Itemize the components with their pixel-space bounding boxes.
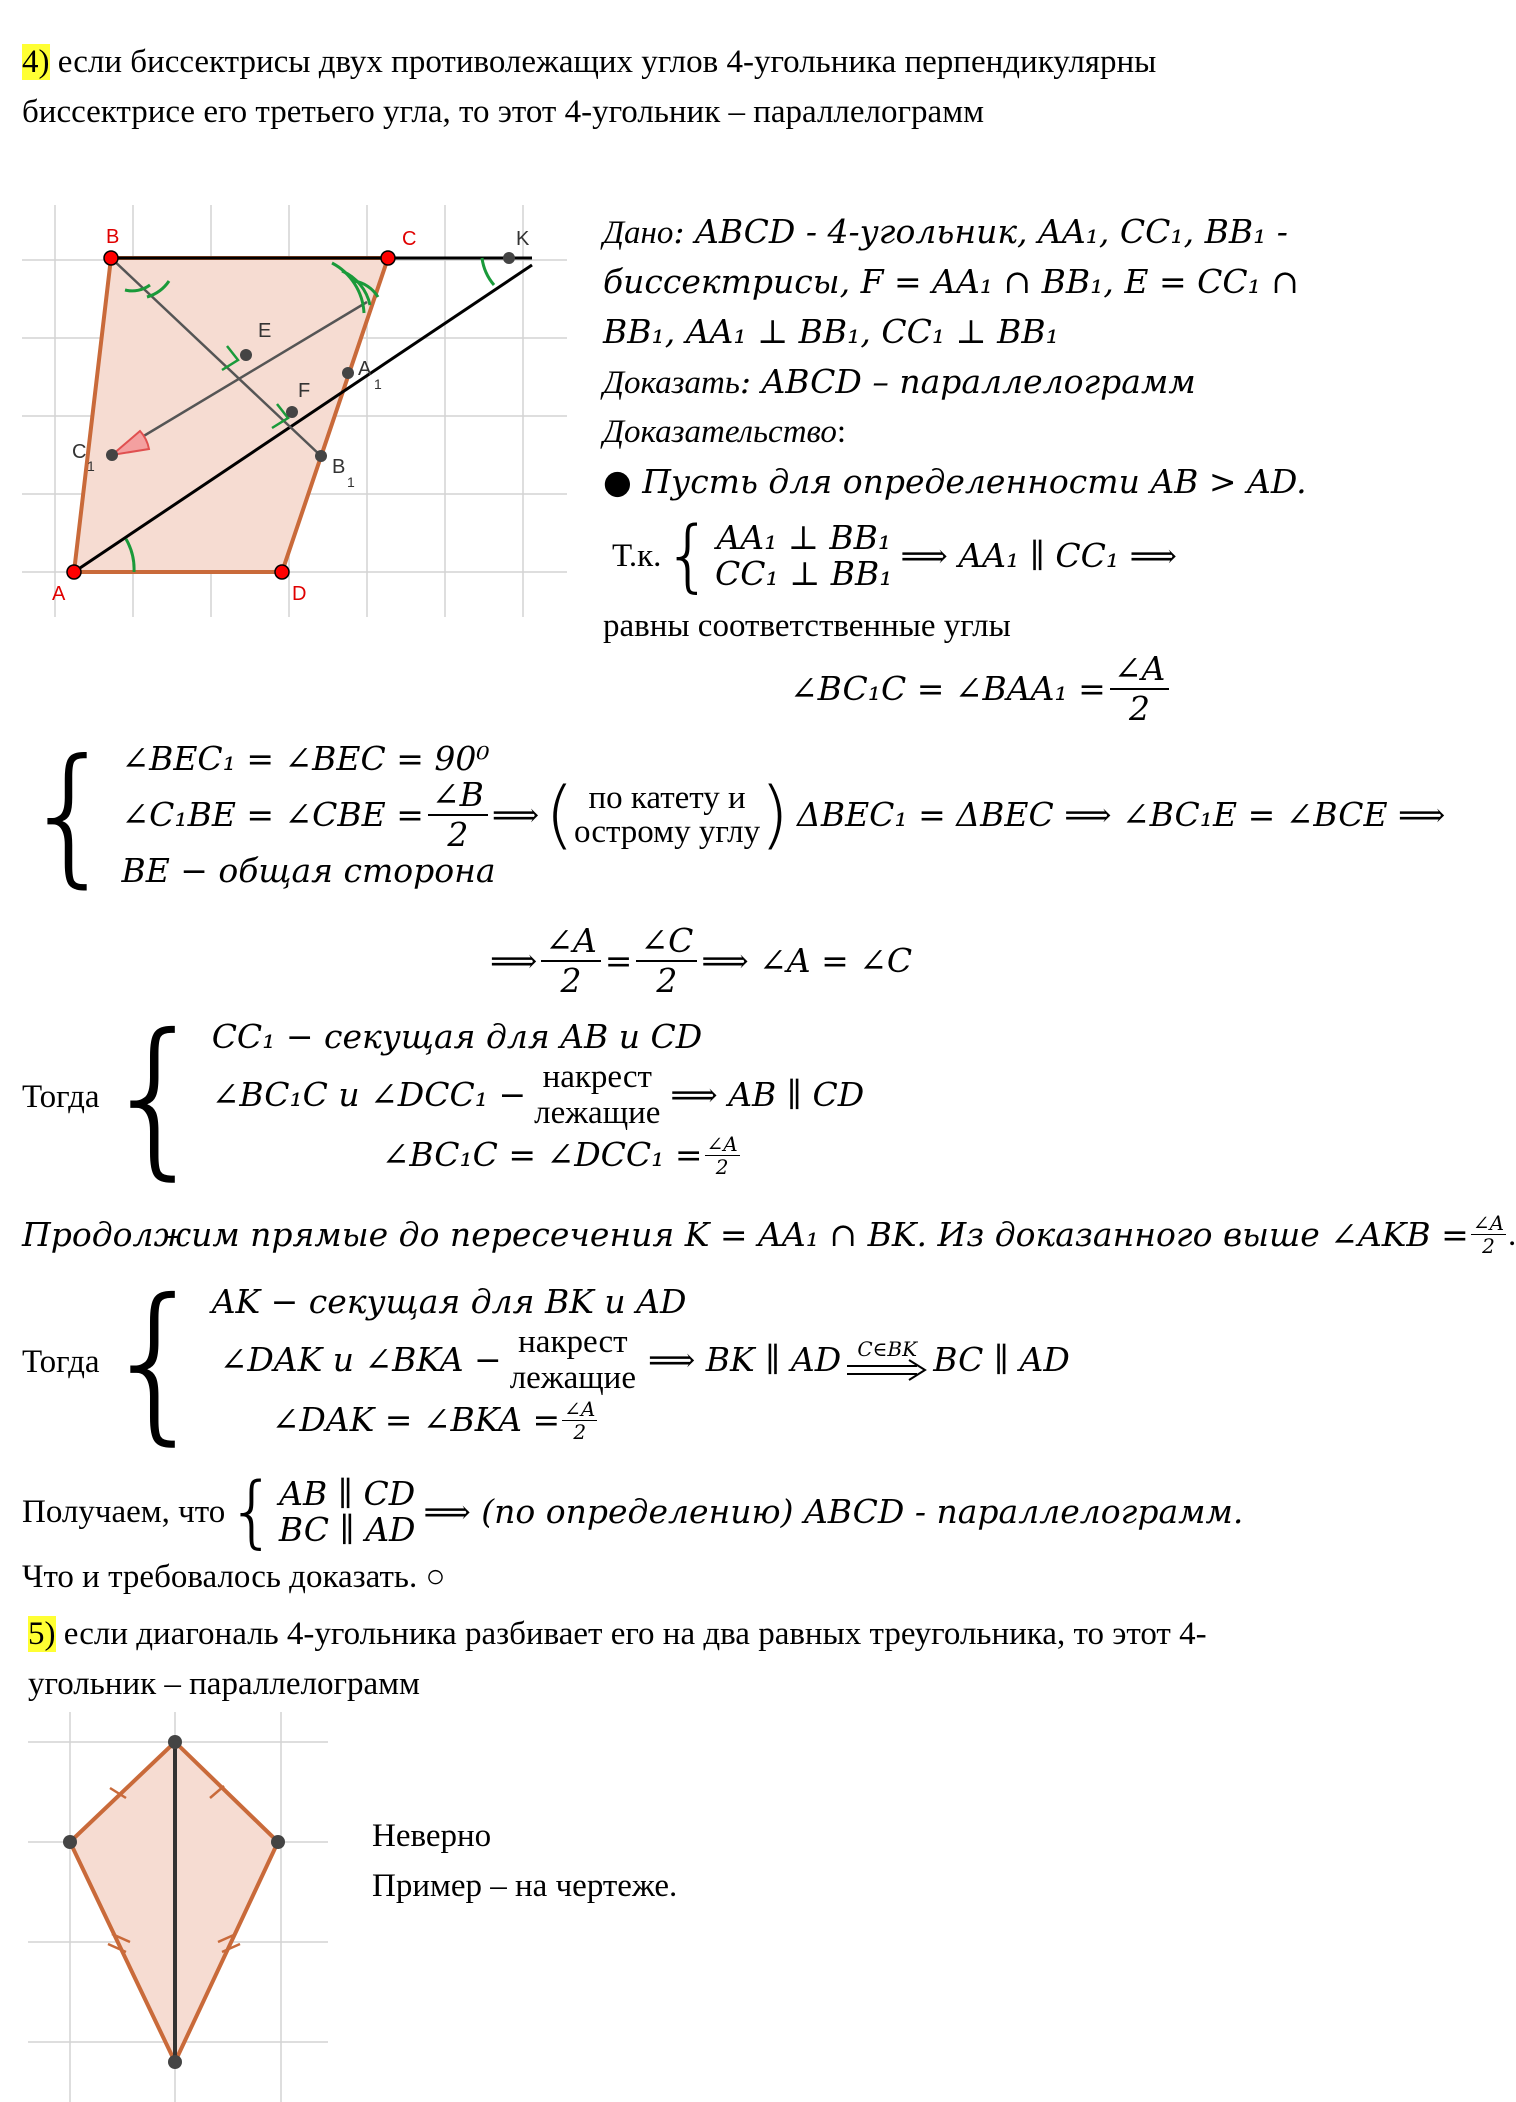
label-a: A [52,583,66,605]
item5-line1-text: если диагональ 4-угольника разбивает его на два равных треугольника, то этот 4- [63,1616,1207,1652]
conclusion-arrow: ⟹ [490,941,538,980]
system2-rows [121,739,1445,891]
system2-row2-left: ∠C₁BE = ∠CBE = [121,795,424,834]
paren-top: по катету и [588,780,746,816]
system4-row2 [220,1322,1070,1398]
equals-sign: = [604,941,633,980]
system3-row1: CC₁ − секущая для AB и CD [211,1016,703,1056]
system2-row2 [121,772,1446,858]
fraction-denominator: 2 [1482,1234,1495,1258]
item4-number: 4) [22,44,50,80]
system4-fraction [562,1398,597,1443]
item4-line1-text: если биссектрисы двух противолежащих углов 4-угольника перпендикулярны [57,44,1157,80]
label-k: K [516,228,530,250]
poluchaem: Получаем, что [22,1494,226,1530]
system1-row-b: CC₁ ⊥ BB₁ [715,554,893,593]
paren-right: ) [760,772,790,858]
label-c1-sub: 1 [87,458,95,474]
fraction-numerator: ∠A [706,1131,738,1156]
system3 [22,998,865,1196]
system1-row-a: AA₁ ⊥ BB₁ [716,518,892,557]
angle-equation-lhs: ∠BC₁C = ∠BAA₁ = [790,669,1106,708]
item5-number: 5) [28,1616,56,1652]
point-a1 [342,367,354,379]
kite-vertex-left [63,1835,77,1849]
point-e [240,349,252,361]
continue-fraction [1471,1212,1506,1257]
kite-figure [28,1712,328,2102]
item4-heading-line1 [22,42,1156,82]
point-b [104,251,118,265]
final-rows [279,1476,416,1548]
fraction-denominator: 2 [573,1419,587,1444]
nakrest: накрест [518,1323,628,1360]
prove-label: Доказать [603,365,740,401]
togda-label: Тогда [22,1079,100,1115]
given-line2: биссектрисы, F = AA₁ ∩ BB₁, E = CC₁ ∩ [603,262,1299,301]
system4-row1: AK − секущая для BK и AD [211,1281,687,1321]
system1-rows [715,520,892,592]
fraction-denominator: 2 [656,961,678,1000]
system4-row3-text: ∠DAK = ∠BKA = [271,1400,561,1439]
prove-line [603,362,1196,403]
system4-result-b: BC ∥ AD [933,1339,1070,1379]
final-row-a: AB ∥ CD [279,1474,416,1513]
paren-content [574,781,760,849]
system2-row3: BE − общая сторона [121,851,496,890]
label-b1-sub: 1 [347,474,355,490]
system3-row2-text: ∠BC₁C и ∠DCC₁ − [211,1074,527,1114]
system4-row3 [272,1398,1070,1443]
item5-heading-line2: угольник – параллелограмм [28,1666,420,1702]
proof-heading [603,412,846,452]
continue-dot: . [1508,1216,1516,1253]
nakrest-stack [534,1059,660,1131]
point-b1 [315,450,327,462]
nakrest: накрест [542,1058,652,1095]
lezhaschie: лежащие [534,1094,661,1131]
label-b1: B [332,456,346,478]
angle-equation [790,650,1173,728]
system3-rows [212,1017,865,1178]
conclusion-angles [490,922,912,1000]
long-implies-arrow-icon [847,1359,927,1381]
system4-result-a: ⟹ BK ∥ AD [647,1339,842,1379]
brace-final: { [227,1467,277,1557]
given-line3: BB₁, AA₁ ⊥ BB₁, CC₁ ⊥ BB₁ [603,312,1059,351]
point-a [67,565,81,579]
kite-vertex-bottom [168,2055,182,2069]
proof-colon: : [836,414,847,450]
brace-system4: { [101,1263,210,1461]
system2-row1: ∠BEC₁ = ∠BEC = 90⁰ [121,739,490,778]
fraction-c [636,922,697,1000]
point-d [275,565,289,579]
label-e: E [258,320,272,342]
final-result: ⟹ (по определению) ABCD - параллелограмм. [423,1492,1244,1531]
system2-row2-result: ΔBEC₁ = ΔBEC ⟹ ∠BC₁E = ∠BCE ⟹ [797,795,1446,834]
item4-heading-line2: биссектрисе его третьего угла, то этот 4-угольник – параллелограмм [22,94,984,130]
angle-equation-fraction [1110,650,1169,728]
point-c1 [106,449,118,461]
qed-line: Что и требовалось доказать. ○ [22,1559,446,1595]
fraction-numerator: ∠A [1110,650,1169,690]
fraction-numerator: ∠B [428,776,488,816]
nakrest-stack [510,1324,636,1396]
label-b: B [106,226,120,248]
brace-system2: { [22,728,118,902]
dano-label: Дано [603,215,674,251]
conclusion-result: ⟹ ∠A = ∠C [701,941,913,980]
label-c1: C [72,441,87,463]
fraction-denominator: 2 [715,1154,729,1179]
system3-fraction [705,1133,740,1178]
system3-row3 [382,1133,865,1178]
label-a1: A [358,358,372,380]
assumption-line: ● Пусть для определенности AB > AD. [603,462,1307,501]
togda-label: Тогда [22,1344,100,1380]
system3-row2 [212,1057,865,1133]
system3-row3-text: ∠BC₁C = ∠DCC₁ = [381,1135,703,1174]
equal-angles-text: равны соответственные углы [603,608,1011,644]
implies-with-condition [847,1336,927,1381]
final-row-b: BC ∥ AD [278,1510,416,1549]
kite-vertex-right [271,1835,285,1849]
system1-result: ⟹ AA₁ ∥ CC₁ ⟹ [900,536,1177,575]
quadrilateral-abcd [74,258,388,572]
fraction-numerator: ∠A [564,1396,596,1421]
lezhaschie: лежащие [509,1359,636,1396]
prove-text: : ABCD – параллелограмм [739,362,1196,401]
brace-system3: { [101,998,210,1196]
fraction-numerator: ∠C [636,922,697,962]
fraction-numerator: ∠A [1472,1211,1505,1235]
fraction-denominator: 2 [1129,689,1151,728]
kite-vertex-top [168,1735,182,1749]
continue-line [22,1212,1516,1257]
label-f: F [298,380,311,402]
system4 [22,1263,1070,1461]
final-system [22,1467,1244,1557]
given-line1 [603,212,1288,253]
point-c [381,251,395,265]
brace-system1: { [663,511,714,601]
continue-text: Продолжим прямые до пересечения K = AA₁ ∩ BK. Из доказанного выше ∠AKB = [22,1214,1469,1254]
item5-heading-line1 [28,1614,1207,1654]
system2-fraction [428,776,488,854]
tk-label: Т.к. [612,538,662,574]
point-k [503,252,515,264]
system2 [22,728,1446,902]
fraction-denominator: 2 [447,815,469,854]
system2-arrow: ⟹ [491,795,540,834]
proof-label: Доказательство [603,414,837,450]
arrow-condition: C∈BK [857,1336,918,1361]
fraction-numerator: ∠A [541,922,600,962]
label-d: D [292,583,307,605]
system3-result: ⟹ AB ∥ CD [670,1074,865,1114]
paren-left: ( [545,772,575,858]
fraction-denominator: 2 [560,961,582,1000]
system4-rows [212,1282,1070,1443]
parallelogram-figure [22,205,567,617]
label-c: C [402,228,417,250]
system1 [612,512,1177,600]
system4-row2-text: ∠DAK и ∠BKA − [219,1339,502,1379]
paren-bottom: острому углу [574,814,761,850]
wrong-label: Неверно [372,1818,492,1854]
label-a1-sub: 1 [374,376,382,392]
example-label: Пример – на чертеже. [372,1868,678,1904]
point-f [286,406,298,418]
fraction-a [541,922,600,1000]
dano-text: : ABCD - 4-угольник, AA₁, CC₁, BB₁ - [673,212,1288,251]
